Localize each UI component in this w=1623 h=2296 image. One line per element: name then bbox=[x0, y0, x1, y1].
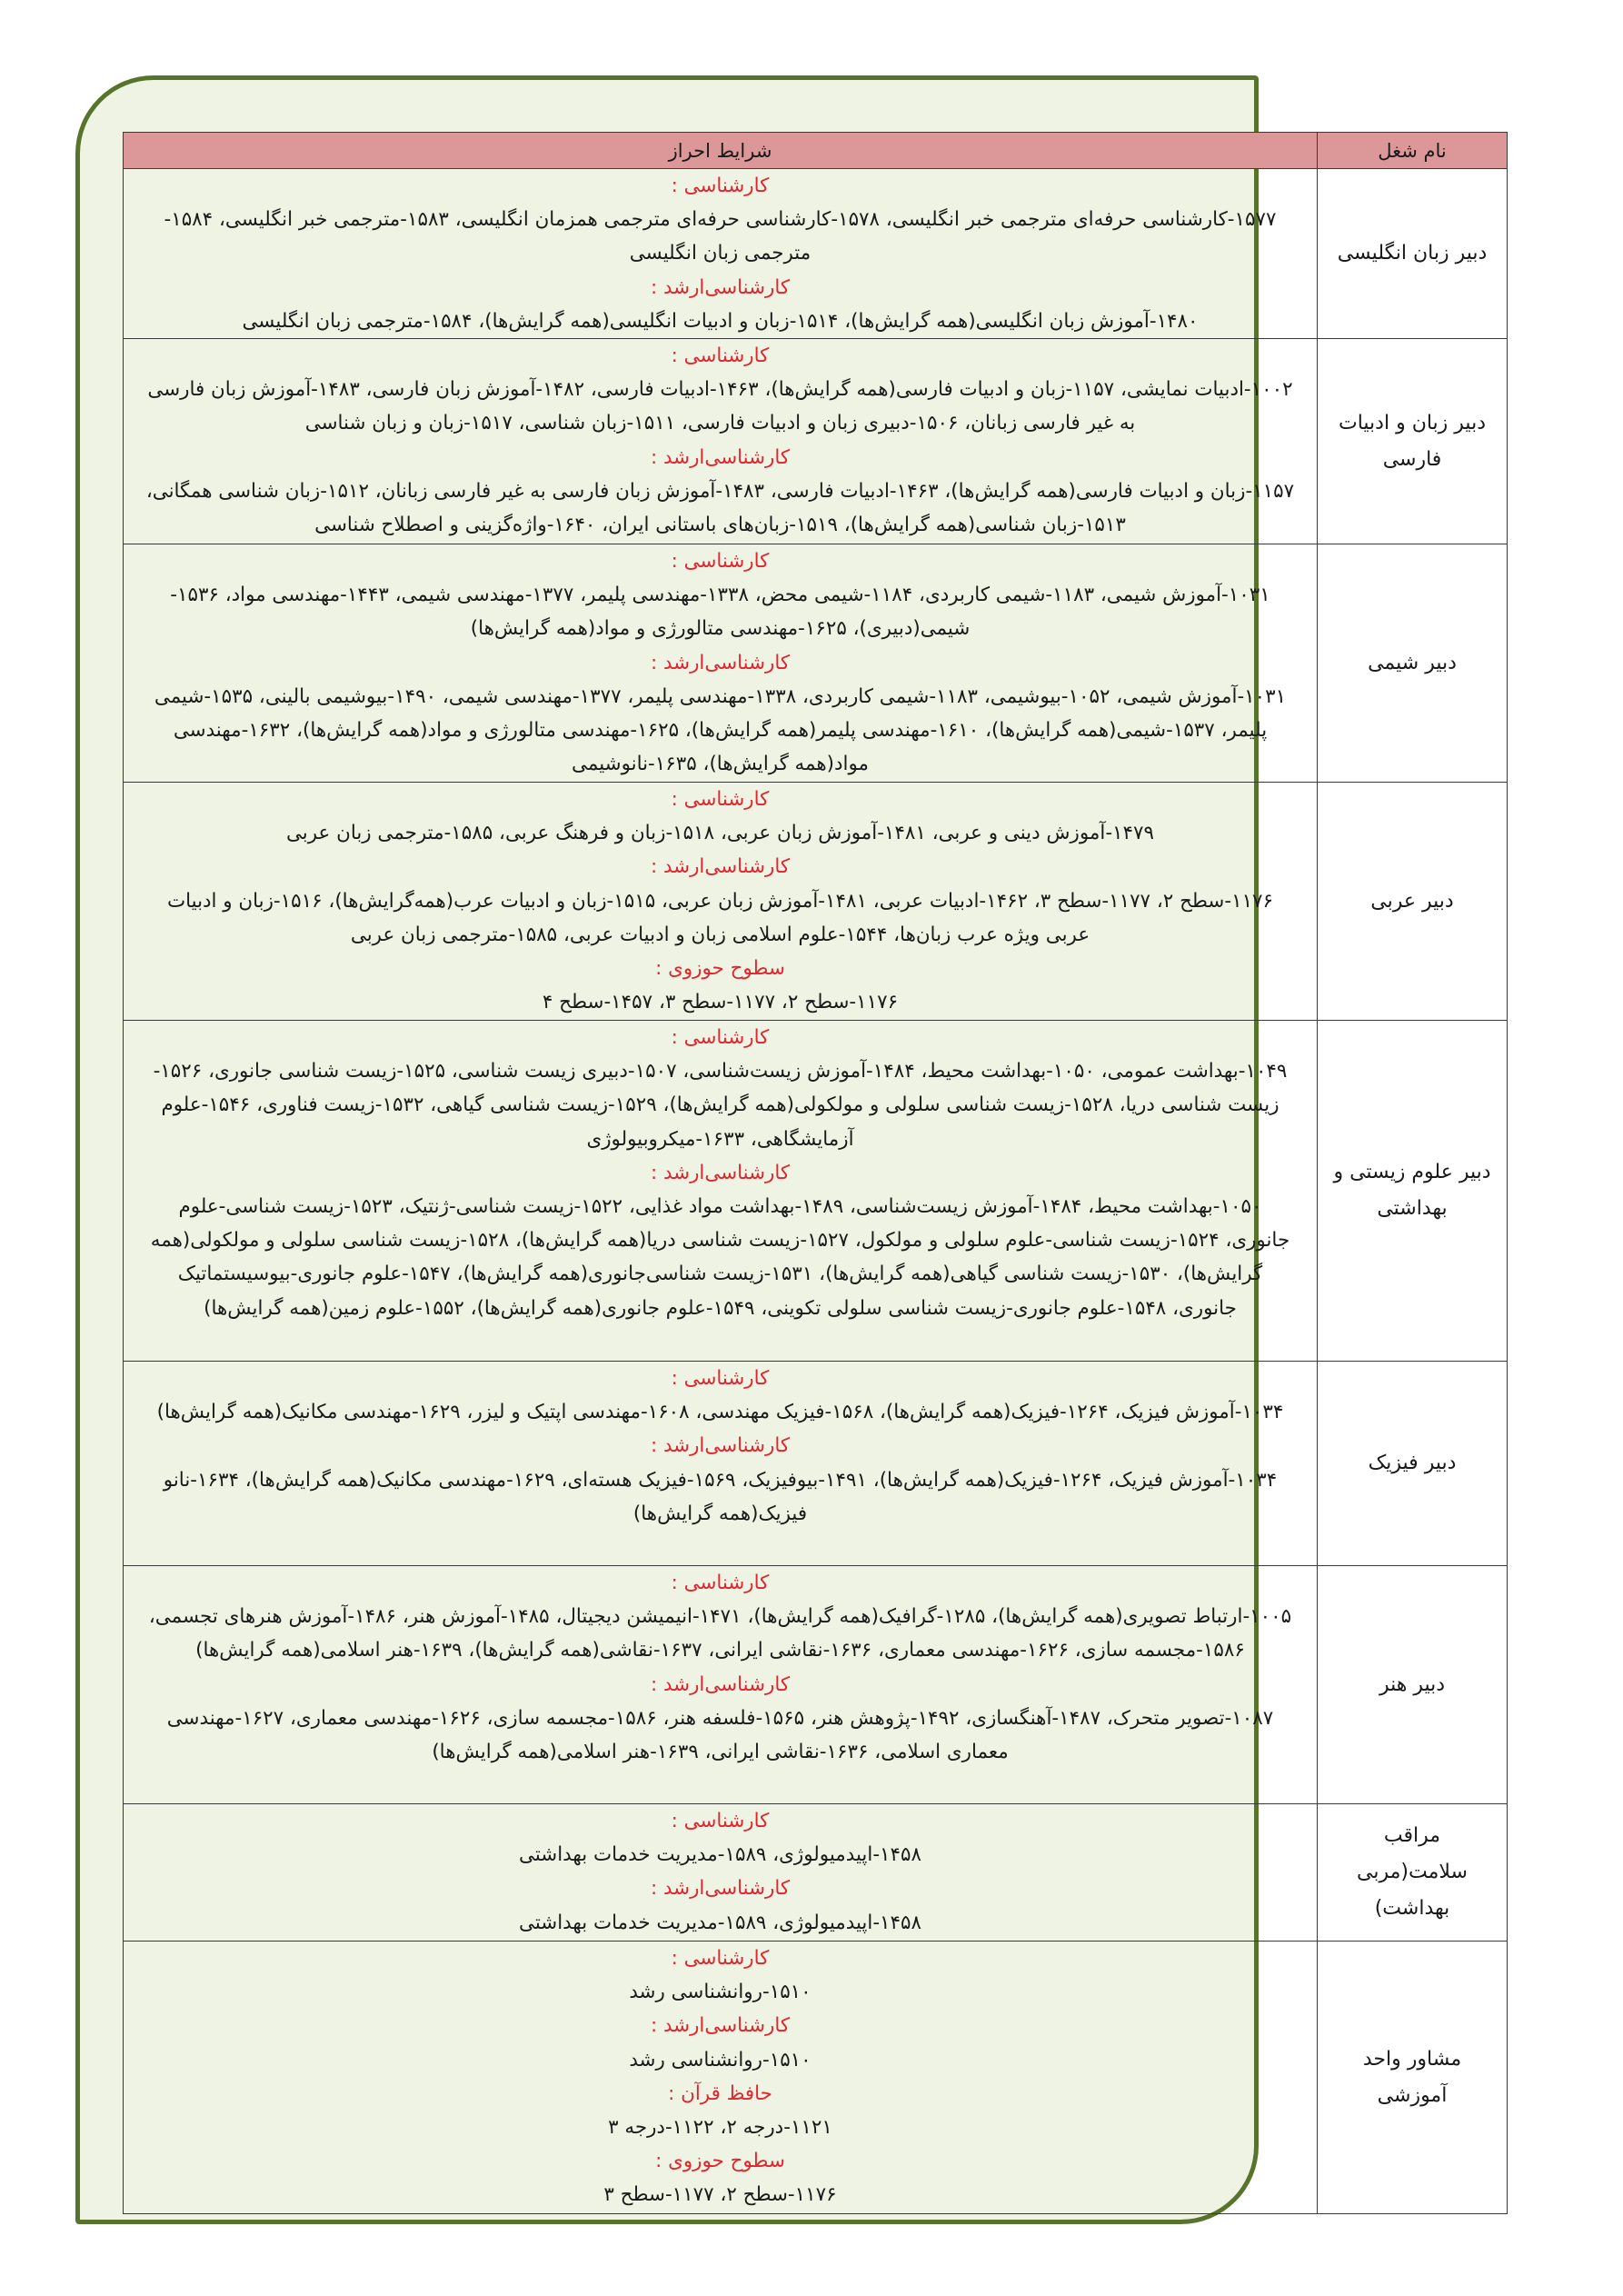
job-title: مشاور واحد آموزشی bbox=[1318, 1942, 1508, 2214]
field-list: ۱۰۸۷-تصویر متحرک، ۱۴۸۷-آهنگسازی، ۱۴۹۲-پژوهش هنر، ۱۵۶۵-فلسفه هنر، ۱۵۸۶-مجسمه سازی، ۱۶۲۶-مهندسی معماری، ۱۶۲۷-مهندسی معماری اسلامی، ۱۶۳۶-نقاشی ایرانی، ۱۶۳۹-هنر اسلامی(همه گرایش‌ها) bbox=[166, 1706, 1274, 1764]
degree-label: کارشناسی : bbox=[671, 1810, 770, 1833]
degree-label: کارشناسی : bbox=[671, 550, 770, 574]
table-row bbox=[124, 1804, 1508, 1942]
field-list: ۱۴۵۸-اپیدمیولوژی، ۱۵۸۹-مدیریت خدمات بهداشتی bbox=[518, 1911, 922, 1934]
job-title: دبیر عربی bbox=[1318, 783, 1508, 1021]
degree-label: سطوح حوزوی : bbox=[655, 2150, 785, 2173]
degree-label: کارشناسی‌ارشد : bbox=[650, 1672, 791, 1696]
degree-label: کارشناسی : bbox=[671, 1572, 770, 1595]
degree-label: کارشناسی : bbox=[671, 1947, 770, 1971]
degree-label: کارشناسی : bbox=[671, 1367, 770, 1391]
table-row bbox=[124, 544, 1508, 783]
job-title: دبیر علوم زیستی و بهداشتی bbox=[1318, 1021, 1508, 1362]
degree-label: کارشناسی‌ارشد : bbox=[650, 445, 791, 469]
degree-label: کارشناسی‌ارشد : bbox=[650, 2014, 791, 2038]
degree-label: کارشناسی‌ارشد : bbox=[650, 275, 791, 299]
field-list: ۱۱۵۷-زبان و ادبیات فارسی(همه گرایش‌ها)، ۱۴۶۳-ادبیات فارسی، ۱۴۸۳-آموزش زبان فارسی به غیر فارسی زبانان، ۱۵۱۲-زبان شناسی همگانی، ۱۵۱۳-زبان شناسی(همه گرایش‌ها)، ۱۵۱۹-زبان‌های باستانی ایران، ۱۶۴۰-واژه‌گزینی و اصطلاح شناسی bbox=[145, 479, 1295, 537]
field-list: ۱۰۳۴-آموزش فیزیک، ۱۲۶۴-فیزیک(همه گرایش‌ها)، ۱۴۹۱-بیوفیزیک، ۱۵۶۹-فیزیک هسته‌ای، ۱۶۲۹-مهندسی مکانیک(همه گرایش‌ها)، ۱۶۳۴-نانو فیزیک(همه گرایش‌ها) bbox=[163, 1468, 1278, 1525]
job-title: دبیر هنر bbox=[1318, 1566, 1508, 1804]
field-list: ۱۴۷۹-آموزش دینی و عربی، ۱۴۸۱-آموزش زبان عربی، ۱۵۱۸-زبان و فرهنگ عربی، ۱۵۸۵-مترجمی زبان عربی bbox=[285, 822, 1155, 845]
requirements-cell bbox=[124, 339, 1318, 544]
table-row bbox=[124, 1362, 1508, 1566]
degree-label: کارشناسی‌ارشد : bbox=[650, 1434, 791, 1458]
degree-label: کارشناسی : bbox=[671, 1026, 770, 1050]
job-title: مراقب سلامت(مربی بهداشت) bbox=[1318, 1804, 1508, 1942]
requirements-table bbox=[123, 132, 1508, 2214]
degree-label: سطوح حوزوی : bbox=[655, 957, 785, 981]
field-list: ۱۵۱۰-روانشناسی رشد bbox=[629, 1981, 812, 2004]
field-list: ۱۰۳۱-آموزش شیمی، ۱۱۸۳-شیمی کاربردی، ۱۱۸۴-شیمی محض، ۱۳۳۸-مهندسی پلیمر، ۱۳۷۷-مهندسی شیمی، ۱۴۴۳-مهندسی مواد، ۱۵۳۶-شیمی(دبیری)، ۱۶۲۵-مهندسی متالورژی و مواد(همه گرایش‌ها) bbox=[170, 584, 1270, 641]
table-row bbox=[124, 1021, 1508, 1362]
field-list: ۱۱۷۶-سطح ۲، ۱۱۷۷-سطح ۳ bbox=[603, 2183, 837, 2207]
requirements-cell bbox=[124, 169, 1318, 339]
table-row bbox=[124, 1942, 1508, 2214]
job-header: نام شغل bbox=[1318, 133, 1508, 169]
field-list: ۱۴۸۰-آموزش زبان انگلیسی(همه گرایش‌ها)، ۱۵۱۴-زبان و ادبیات انگلیسی(همه گرایش‌ها)، ۱۵۸۴-مترجمی زبان انگلیسی bbox=[242, 309, 1199, 333]
field-list: ۱۰۰۵-ارتباط تصویری(همه گرایش‌ها)، ۱۲۸۵-گرافیک(همه گرایش‌ها)، ۱۴۷۱-انیمیشن دیجیتال، ۱۴۸۵-آموزش هنر، ۱۴۸۶-آموزش هنرهای تجسمی، ۱۵۸۶-مجسمه سازی، ۱۶۲۶-مهندسی معماری، ۱۶۳۶-نقاشی ایرانی، ۱۶۳۷-نقاشی(همه گرایش‌ها)، ۱۶۳۹-هنر اسلامی(همه گرایش‌ها) bbox=[148, 1605, 1292, 1662]
field-list: ۱۱۷۶-سطح ۲، ۱۱۷۷-سطح ۳، ۱۴۶۲-ادبیات عربی، ۱۴۸۱-آموزش زبان عربی، ۱۵۱۵-زبان و ادبیات عرب(همه‌گرایش‌ها)، ۱۵۱۶-زبان و ادبیات عربی ویژه عرب زبان‌ها، ۱۵۴۴-علوم اسلامی زبان و ادبیات عربی، ۱۵۸۵-مترجمی زبان عربی bbox=[166, 889, 1274, 946]
degree-label: کارشناسی‌ارشد : bbox=[650, 1161, 791, 1184]
degree-label: کارشناسی : bbox=[671, 344, 770, 368]
requirements-cell bbox=[124, 1942, 1318, 2214]
requirements-cell bbox=[124, 544, 1318, 783]
table-row bbox=[124, 783, 1508, 1021]
table-row bbox=[124, 169, 1508, 339]
degree-label: کارشناسی‌ارشد : bbox=[650, 855, 791, 879]
job-title: دبیر فیزیک bbox=[1318, 1362, 1508, 1566]
job-title: دبیر زبان و ادبیات فارسی bbox=[1318, 339, 1508, 544]
field-list: ۱۴۵۸-اپیدمیولوژی، ۱۵۸۹-مدیریت خدمات بهداشتی bbox=[518, 1843, 922, 1867]
field-list: ۱۵۱۰-روانشناسی رشد bbox=[629, 2048, 812, 2071]
requirements-cell bbox=[124, 1804, 1318, 1942]
field-list: ۱۱۷۶-سطح ۲، ۱۱۷۷-سطح ۳، ۱۴۵۷-سطح ۴ bbox=[542, 991, 899, 1014]
job-title: دبیر زبان انگلیسی bbox=[1318, 169, 1508, 339]
table-header-row bbox=[124, 133, 1508, 169]
requirements-header: شرایط احراز bbox=[124, 133, 1318, 169]
field-list: ۱۰۴۹-بهداشت عمومی، ۱۰۵۰-بهداشت محیط، ۱۴۸۴-آموزش زیست‌شناسی، ۱۵۰۷-دبیری زیست شناسی، ۱۵۲۵-زیست شناسی جانوری، ۱۵۲۶-زیست شناسی دریا، ۱۵۲۸-زیست شناسی سلولی و مولکولی(همه گرایش‌ها)، ۱۵۲۹-زیست شناسی گیاهی، ۱۵۳۲-زیست فناوری، ۱۵۴۶-علوم آزمایشگاهی، ۱۶۳۳-میکروبیولوژی bbox=[153, 1060, 1288, 1151]
requirements-cell bbox=[124, 1021, 1318, 1362]
field-list: ۱۵۷۷-کارشناسی حرفه‌ای مترجمی خبر انگلیسی، ۱۵۷۸-کارشناسی حرفه‌ای مترجمی همزمان انگلیسی، ۱۵۸۳-مترجمی خبر انگلیسی، ۱۵۸۴-مترجمی زبان انگلیسی bbox=[164, 208, 1277, 265]
degree-label: کارشناسی‌ارشد : bbox=[650, 651, 791, 674]
requirements-cell bbox=[124, 1362, 1318, 1566]
degree-label: کارشناسی‌ارشد : bbox=[650, 1877, 791, 1901]
degree-label: حافظ قرآن : bbox=[668, 2081, 772, 2105]
field-list: ۱۰۰۲-ادبیات نمایشی، ۱۱۵۷-زبان و ادبیات فارسی(همه گرایش‌ها)، ۱۴۶۳-ادبیات فارسی، ۱۴۸۲-آموزش زبان فارسی، ۱۴۸۳-آموزش زبان فارسی به غیر فارسی زبانان، ۱۵۰۶-دبیری زبان و ادبیات فارسی، ۱۵۱۱-زبان شناسی، ۱۵۱۷-زبان و زبان شناسی bbox=[147, 378, 1293, 435]
degree-label: کارشناسی : bbox=[671, 175, 770, 197]
field-list: ۱۰۳۱-آموزش شیمی، ۱۰۵۲-بیوشیمی، ۱۱۸۳-شیمی کاربردی، ۱۳۳۸-مهندسی پلیمر، ۱۳۷۷-مهندسی شیمی، ۱۴۹۰-بیوشیمی بالینی، ۱۵۳۵-شیمی پلیمر، ۱۵۳۷-شیمی(همه گرایش‌ها)، ۱۶۱۰-مهندسی پلیمر(همه گرایش‌ها)، ۱۶۲۵-مهندسی متالورژی و مواد(همه گرایش‌ها)، ۱۶۳۲-مهندسی مواد(همه گرایش‌ها)، ۱۶۳۵-نانوشیمی bbox=[154, 684, 1287, 776]
degree-label: کارشناسی : bbox=[671, 788, 770, 812]
field-list: ۱۰۵۰-بهداشت محیط، ۱۴۸۴-آموزش زیست‌شناسی، ۱۴۸۹-بهداشت مواد غذایی، ۱۵۲۲-زیست شناسی-ژنتیک، ۱۵۲۳-زیست شناسی-علوم جانوری، ۱۵۲۴-زیست شناسی-علوم سلولی و مولکول، ۱۵۲۷-زیست شناسی دریا(همه گرایش‌ها)، ۱۵۲۸-زیست شناسی سلولی و مولکولی(همه گرایش‌ها)، ۱۵۳۰-زیست شناسی گیاهی(همه گرایش‌ها)، ۱۵۳۱-زیست شناسی‌جانوری(همه گرایش‌ها)، ۱۵۴۷-علوم جانوری-بیوسیستماتیک جانوری، ۱۵۴۸-علوم جانوری-زیست شناسی سلولی تکوینی، ۱۵۴۹-علوم جانوری(همه گرایش‌ها)، ۱۵۵۲-علوم زمین(همه گرایش‌ها) bbox=[150, 1195, 1290, 1320]
table-row bbox=[124, 1566, 1508, 1804]
job-title: دبیر شیمی bbox=[1318, 544, 1508, 783]
requirements-cell bbox=[124, 783, 1318, 1021]
requirements-cell bbox=[124, 1566, 1318, 1804]
field-list: ۱۱۲۱-درجه ۲، ۱۱۲۲-درجه ۳ bbox=[608, 2116, 832, 2140]
table-row bbox=[124, 339, 1508, 544]
field-list: ۱۰۳۴-آموزش فیزیک، ۱۲۶۴-فیزیک(همه گرایش‌ها)، ۱۵۶۸-فیزیک مهندسی، ۱۶۰۸-مهندسی اپتیک و لیزر، ۱۶۲۹-مهندسی مکانیک(همه گرایش‌ها) bbox=[156, 1401, 1284, 1424]
